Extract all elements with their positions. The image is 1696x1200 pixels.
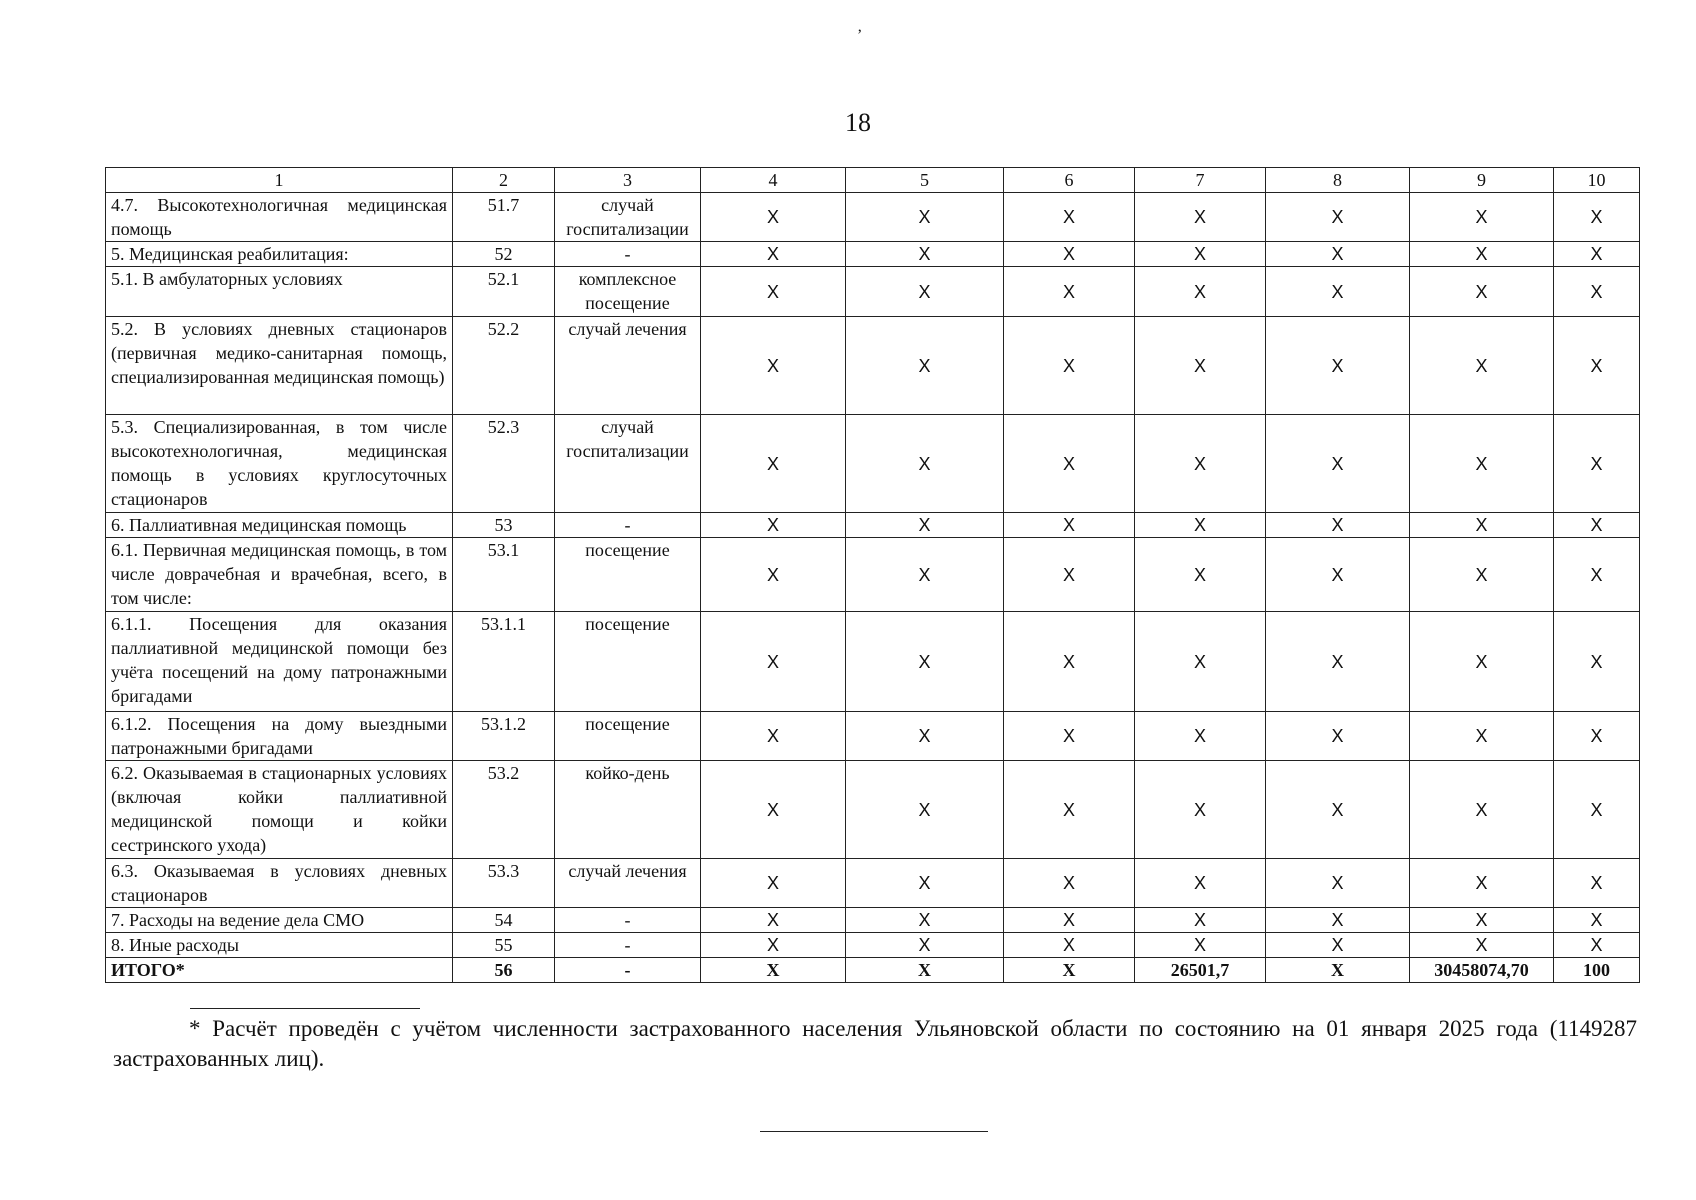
value-cell: X [846, 761, 1004, 859]
value-cell: X [1554, 761, 1640, 859]
value-cell: X [1266, 317, 1410, 415]
row-name-cell: 5. Медицинская реабилитация: [106, 242, 453, 267]
value-cell: X [1554, 908, 1640, 933]
page-number: 18 [845, 108, 871, 137]
value-cell: X [1135, 317, 1266, 415]
value-cell: X [1004, 242, 1135, 267]
value-cell: X [701, 267, 846, 317]
table-row [106, 538, 1640, 612]
column-header: 5 [846, 168, 1004, 193]
row-name-cell: 5.1. В амбулаторных условиях [106, 267, 453, 317]
value-cell: X [1004, 317, 1135, 415]
row-unit-cell: комплексное посещение [555, 267, 701, 317]
value-cell: X [1410, 538, 1554, 612]
value-cell: X [1410, 242, 1554, 267]
value-cell: X [1135, 242, 1266, 267]
value-cell: X [1554, 612, 1640, 712]
value-cell: X [1004, 267, 1135, 317]
value-cell: X [1410, 933, 1554, 958]
value-cell: 30458074,70 [1410, 958, 1554, 983]
column-header: 9 [1410, 168, 1554, 193]
value-cell: X [701, 761, 846, 859]
value-cell: X [701, 193, 846, 242]
table-row [106, 859, 1640, 908]
row-name-cell: 6. Паллиативная медицинская помощь [106, 513, 453, 538]
value-cell: X [701, 317, 846, 415]
row-name-cell: 6.1. Первичная медицинская помощь, в том числе доврачебная и врачебная, всего, в том числе: [106, 538, 453, 612]
value-cell: X [846, 267, 1004, 317]
value-cell: X [1135, 612, 1266, 712]
value-cell: X [1266, 513, 1410, 538]
table-row [106, 317, 1640, 415]
value-cell: X [701, 513, 846, 538]
row-unit-cell: - [555, 958, 701, 983]
value-cell: X [701, 712, 846, 761]
value-cell: X [1135, 908, 1266, 933]
value-cell: X [846, 513, 1004, 538]
table-row [106, 908, 1640, 933]
row-code-cell: 52.2 [453, 317, 555, 415]
row-name-cell: 6.1.1. Посещения для оказания паллиативной медицинской помощи без учёта посещений на дому патронажными бригадами [106, 612, 453, 712]
value-cell: X [1266, 761, 1410, 859]
value-cell: X [1135, 267, 1266, 317]
row-code-cell: 51.7 [453, 193, 555, 242]
value-cell: X [1135, 513, 1266, 538]
row-code-cell: 53.1.2 [453, 712, 555, 761]
table-row [106, 513, 1640, 538]
column-header: 4 [701, 168, 846, 193]
value-cell: X [1266, 193, 1410, 242]
row-unit-cell: случай лечения [555, 317, 701, 415]
value-cell: X [1554, 859, 1640, 908]
value-cell: X [701, 242, 846, 267]
value-cell: X [1410, 612, 1554, 712]
value-cell: X [1004, 538, 1135, 612]
row-name-cell: 6.1.2. Посещения на дому выездными патронажными бригадами [106, 712, 453, 761]
value-cell: X [1135, 712, 1266, 761]
value-cell: X [701, 958, 846, 983]
row-code-cell: 53.3 [453, 859, 555, 908]
value-cell: X [1554, 415, 1640, 513]
value-cell: 100 [1554, 958, 1640, 983]
table-row [106, 933, 1640, 958]
footnote-divider [190, 1008, 420, 1009]
row-code-cell: 52 [453, 242, 555, 267]
row-name-cell: 8. Иные расходы [106, 933, 453, 958]
value-cell: X [1004, 958, 1135, 983]
value-cell: X [1410, 513, 1554, 538]
value-cell: X [1004, 513, 1135, 538]
value-cell: X [1266, 908, 1410, 933]
value-cell: X [1410, 415, 1554, 513]
row-unit-cell: - [555, 933, 701, 958]
value-cell: X [1004, 712, 1135, 761]
value-cell: X [1410, 193, 1554, 242]
row-unit-cell: посещение [555, 538, 701, 612]
column-header: 6 [1004, 168, 1135, 193]
row-unit-cell: койко-день [555, 761, 701, 859]
row-name-cell: 6.2. Оказываемая в стационарных условиях (включая койки паллиативной медицинской помощи и койки сестринского ухода) [106, 761, 453, 859]
row-code-cell: 53 [453, 513, 555, 538]
table-row [106, 958, 1640, 983]
value-cell: X [1004, 908, 1135, 933]
row-code-cell: 54 [453, 908, 555, 933]
value-cell: X [1410, 761, 1554, 859]
row-name-cell: 4.7. Высокотехнологичная медицинская помощь [106, 193, 453, 242]
table-row [106, 712, 1640, 761]
footnote: * Расчёт проведён с учётом численности застрахованного населения Ульяновской области по состоянию на 01 января 2025 года (1149287 застрахованных лиц). [113, 1016, 1637, 1071]
value-cell: X [701, 908, 846, 933]
column-header: 10 [1554, 168, 1640, 193]
value-cell: X [846, 415, 1004, 513]
value-cell: X [1554, 933, 1640, 958]
table-row [106, 242, 1640, 267]
row-unit-cell: посещение [555, 612, 701, 712]
value-cell: 26501,7 [1135, 958, 1266, 983]
value-cell: X [1554, 317, 1640, 415]
value-cell: X [1266, 538, 1410, 612]
table-row [106, 612, 1640, 712]
value-cell: X [1004, 612, 1135, 712]
column-header: 7 [1135, 168, 1266, 193]
value-cell: X [846, 612, 1004, 712]
row-code-cell: 52.3 [453, 415, 555, 513]
row-name-cell: 5.2. В условиях дневных стационаров (первичная медико-санитарная помощь, специализированная медицинская помощь) [106, 317, 453, 415]
value-cell: X [1266, 267, 1410, 317]
row-unit-cell: случай госпитализации [555, 415, 701, 513]
column-header: 8 [1266, 168, 1410, 193]
value-cell: X [1004, 761, 1135, 859]
row-unit-cell: посещение [555, 712, 701, 761]
value-cell: X [846, 908, 1004, 933]
row-name-cell: ИТОГО* [106, 958, 453, 983]
value-cell: X [1554, 242, 1640, 267]
value-cell: X [1554, 513, 1640, 538]
row-unit-cell: - [555, 908, 701, 933]
value-cell: X [701, 612, 846, 712]
value-cell: X [846, 193, 1004, 242]
value-cell: X [1004, 193, 1135, 242]
row-code-cell: 53.1.1 [453, 612, 555, 712]
column-header: 2 [453, 168, 555, 193]
column-header: 1 [106, 168, 453, 193]
value-cell: X [1410, 712, 1554, 761]
row-name-cell: 7. Расходы на ведение дела СМО [106, 908, 453, 933]
value-cell: X [1266, 859, 1410, 908]
scan-mark: ‚ [857, 18, 863, 35]
row-unit-cell: случай лечения [555, 859, 701, 908]
row-unit-cell: - [555, 513, 701, 538]
financing-table [105, 167, 1640, 983]
value-cell: X [1266, 242, 1410, 267]
table-row [106, 415, 1640, 513]
value-cell: X [1266, 612, 1410, 712]
end-divider [760, 1131, 988, 1132]
column-header: 3 [555, 168, 701, 193]
value-cell: X [1410, 267, 1554, 317]
row-code-cell: 55 [453, 933, 555, 958]
value-cell: X [701, 933, 846, 958]
row-code-cell: 56 [453, 958, 555, 983]
value-cell: X [1410, 908, 1554, 933]
value-cell: X [846, 317, 1004, 415]
value-cell: X [1266, 415, 1410, 513]
table-header-row [106, 168, 1640, 193]
value-cell: X [1004, 415, 1135, 513]
value-cell: X [1554, 712, 1640, 761]
value-cell: X [701, 538, 846, 612]
value-cell: X [846, 242, 1004, 267]
value-cell: X [1554, 267, 1640, 317]
value-cell: X [846, 712, 1004, 761]
value-cell: X [1266, 933, 1410, 958]
value-cell: X [1410, 859, 1554, 908]
value-cell: X [1266, 712, 1410, 761]
row-name-cell: 5.3. Специализированная, в том числе высокотехнологичная, медицинская помощь в условиях круглосуточных стационаров [106, 415, 453, 513]
value-cell: X [1410, 317, 1554, 415]
table-row [106, 193, 1640, 242]
value-cell: X [1266, 958, 1410, 983]
row-code-cell: 53.2 [453, 761, 555, 859]
value-cell: X [1554, 193, 1640, 242]
value-cell: X [1135, 415, 1266, 513]
row-code-cell: 53.1 [453, 538, 555, 612]
value-cell: X [1135, 933, 1266, 958]
value-cell: X [846, 933, 1004, 958]
value-cell: X [1554, 538, 1640, 612]
value-cell: X [1135, 859, 1266, 908]
value-cell: X [1004, 859, 1135, 908]
value-cell: X [701, 859, 846, 908]
value-cell: X [846, 859, 1004, 908]
row-unit-cell: - [555, 242, 701, 267]
value-cell: X [1004, 933, 1135, 958]
value-cell: X [1135, 193, 1266, 242]
table-row [106, 267, 1640, 317]
value-cell: X [1135, 538, 1266, 612]
value-cell: X [846, 538, 1004, 612]
row-name-cell: 6.3. Оказываемая в условиях дневных стационаров [106, 859, 453, 908]
value-cell: X [846, 958, 1004, 983]
row-unit-cell: случай госпитализации [555, 193, 701, 242]
value-cell: X [1135, 761, 1266, 859]
row-code-cell: 52.1 [453, 267, 555, 317]
value-cell: X [701, 415, 846, 513]
table-row [106, 761, 1640, 859]
